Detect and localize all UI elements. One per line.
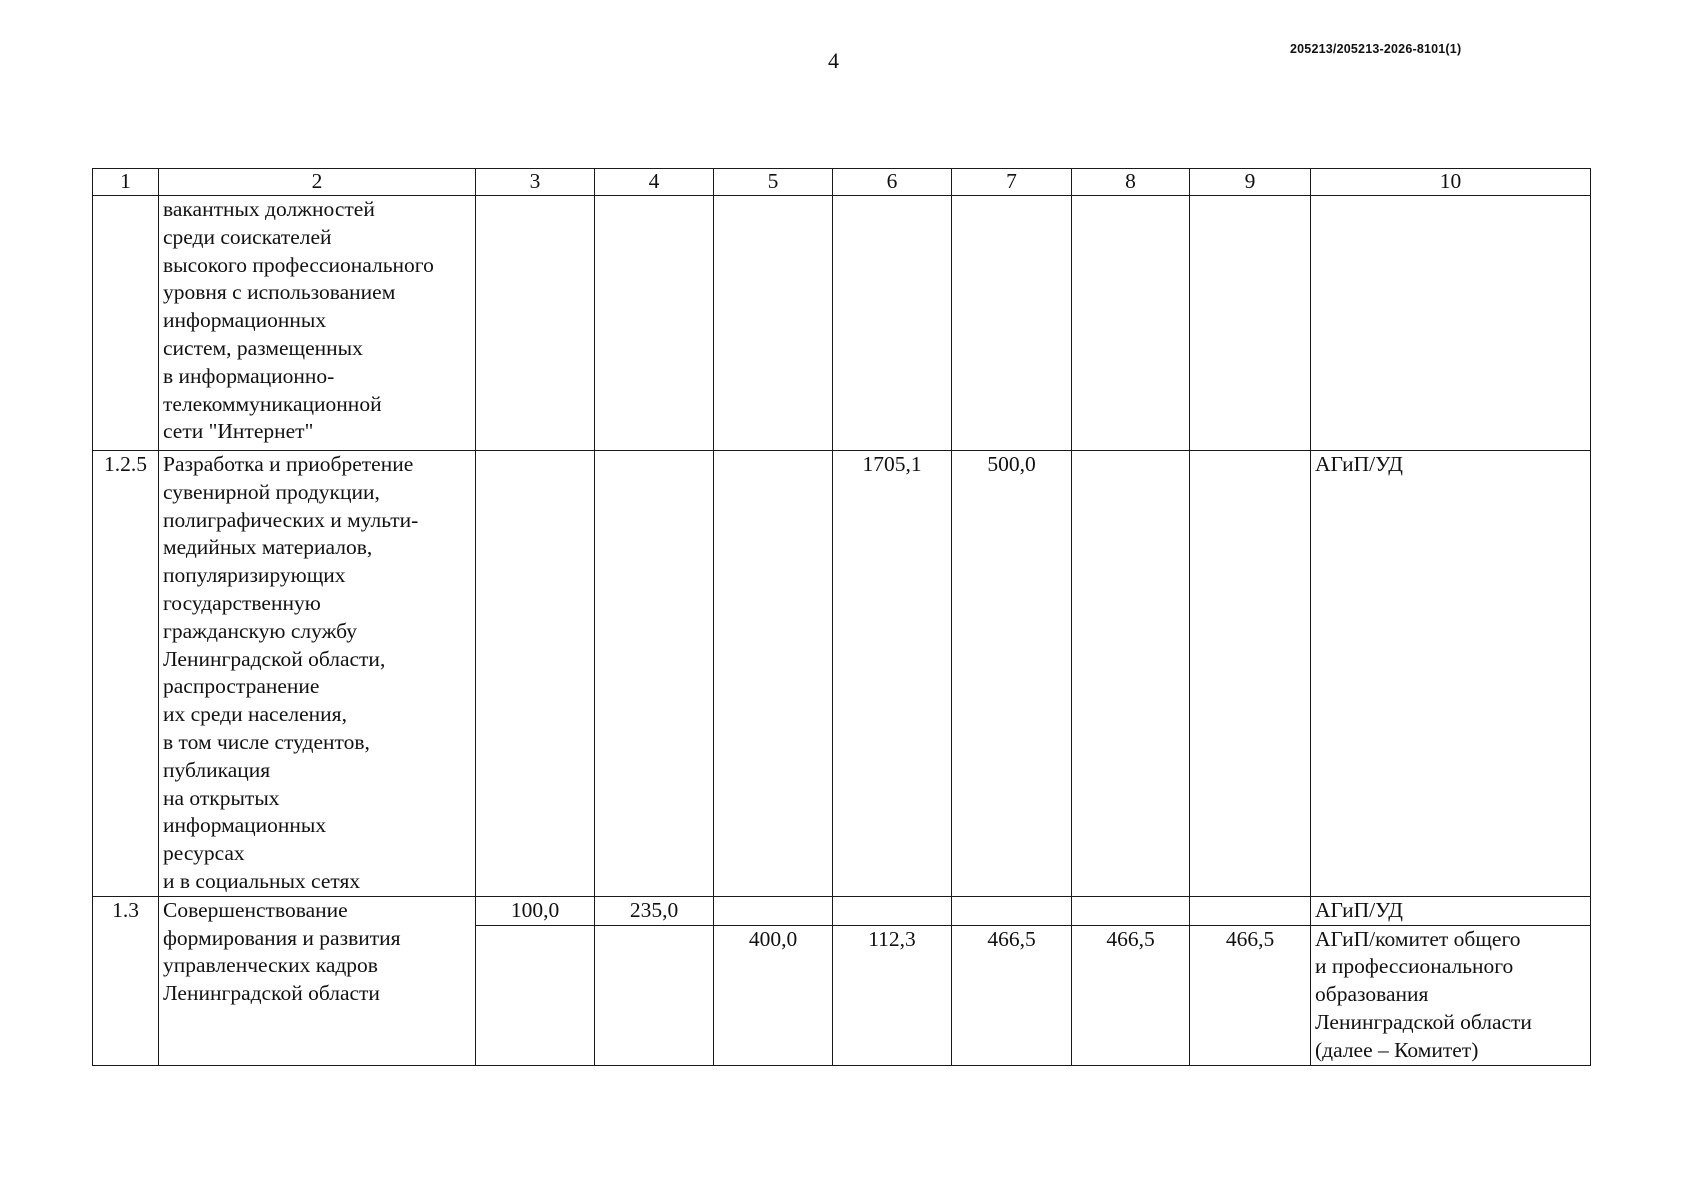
row-number: 1.2.5 [93, 451, 159, 897]
table-cell [714, 196, 833, 451]
table-row [93, 896, 1591, 925]
value-cell [714, 451, 833, 897]
value-cell: 100,0 [476, 896, 595, 925]
column-header: 9 [1190, 169, 1311, 196]
value-cell: 235,0 [595, 896, 714, 925]
value-cell: 112,3 [833, 925, 952, 1065]
row-number: 1.3 [93, 896, 159, 1065]
value-cell [595, 451, 714, 897]
responsible-cell: АГиП/комитет общего и профессионального образования Ленинградской области (далее – Комитет) [1311, 925, 1591, 1065]
value-cell: 400,0 [714, 925, 833, 1065]
document-id: 205213/205213-2026-8101(1) [1290, 42, 1462, 56]
table-cell [952, 196, 1072, 451]
value-cell [1072, 451, 1190, 897]
column-header: 7 [952, 169, 1072, 196]
row-description: вакантных должностей среди соискателей высокого профессионального уровня с использованием информационных систем, размещенных в информационно- телекоммуникационной сети "Интернет" [159, 196, 476, 451]
value-cell [476, 925, 595, 1065]
column-header: 2 [159, 169, 476, 196]
table-cell [595, 196, 714, 451]
value-cell [476, 451, 595, 897]
value-cell: 466,5 [1072, 925, 1190, 1065]
responsible-cell: АГиП/УД [1311, 451, 1591, 897]
budget-table [92, 168, 1591, 1066]
value-cell [1072, 896, 1190, 925]
row-number [93, 196, 159, 451]
value-cell [833, 896, 952, 925]
value-cell [1190, 896, 1311, 925]
table-cell [1311, 196, 1591, 451]
table-cell [1072, 196, 1190, 451]
value-cell: 1705,1 [833, 451, 952, 897]
responsible-cell: АГиП/УД [1311, 896, 1591, 925]
row-description: Совершенствование формирования и развития управленческих кадров Ленинградской области [159, 896, 476, 1065]
page-number: 4 [828, 48, 839, 73]
value-cell [595, 925, 714, 1065]
column-header: 8 [1072, 169, 1190, 196]
table-row [93, 451, 1591, 897]
column-header: 4 [595, 169, 714, 196]
table-row [93, 196, 1591, 451]
table-cell [833, 196, 952, 451]
table-cell [476, 196, 595, 451]
value-cell [1190, 451, 1311, 897]
row-description: Разработка и приобретение сувенирной продукции, полиграфических и мульти- медийных материалов, популяризирующих государственную гражданскую службу Ленинградской области, распространение их среди населения, в том числе студентов, публикация на открытых информационных ресурсах и в социальных сетях [159, 451, 476, 897]
value-cell: 500,0 [952, 451, 1072, 897]
value-cell: 466,5 [952, 925, 1072, 1065]
header-row [93, 169, 1591, 196]
column-header: 3 [476, 169, 595, 196]
table-cell [1190, 196, 1311, 451]
column-header: 10 [1311, 169, 1591, 196]
value-cell: 466,5 [1190, 925, 1311, 1065]
column-header: 6 [833, 169, 952, 196]
column-header: 5 [714, 169, 833, 196]
value-cell [714, 896, 833, 925]
value-cell [952, 896, 1072, 925]
column-header: 1 [93, 169, 159, 196]
